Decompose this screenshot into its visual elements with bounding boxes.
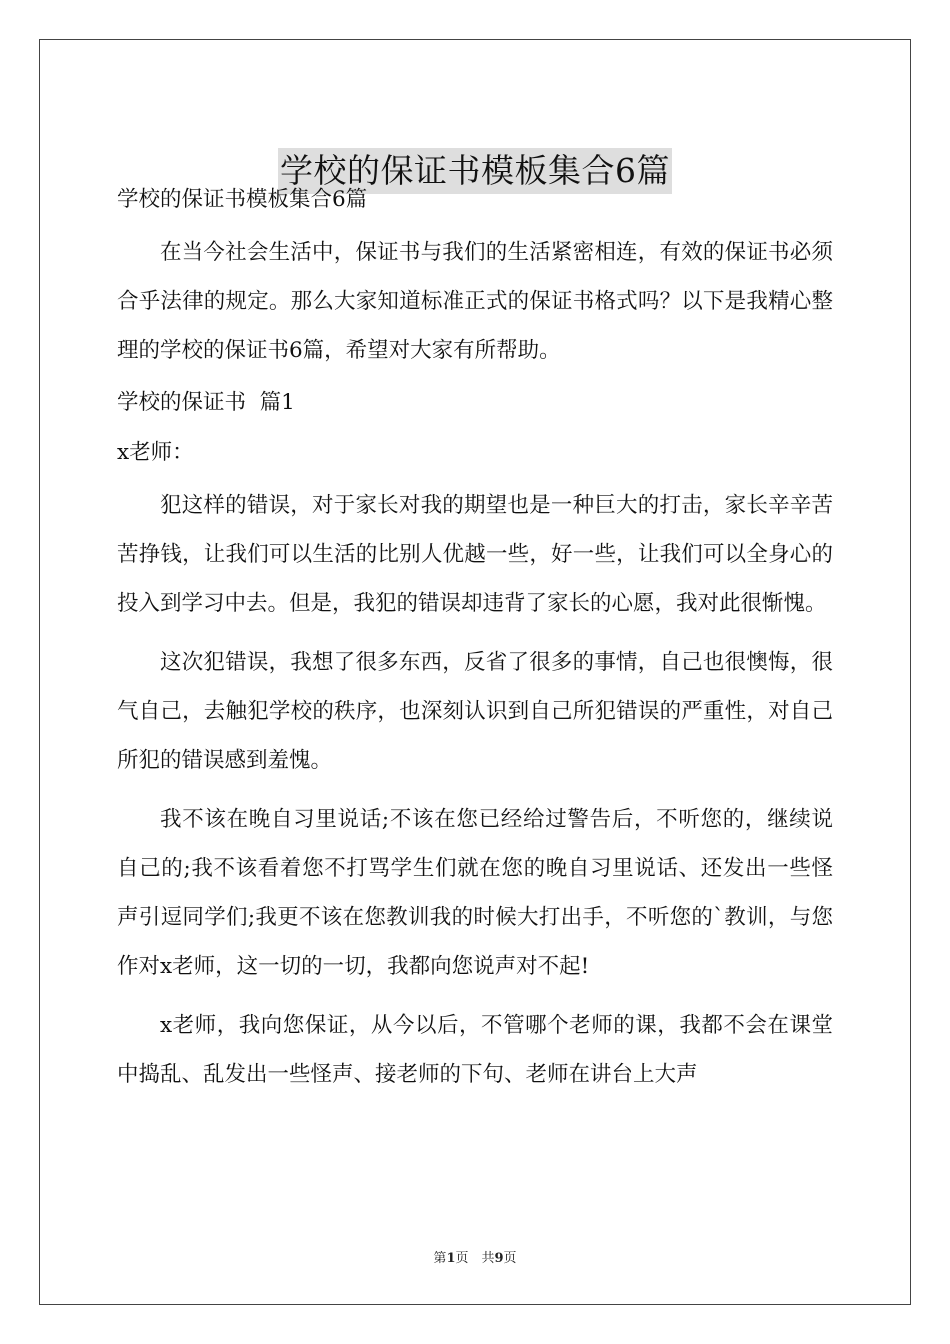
- body-paragraph-1: 犯这样的错误，对于家长对我的期望也是一种巨大的打击，家长辛辛苦苦挣钱，让我们可以生活的比别人优越一些，好一些，让我们可以全身心的投入到学习中去。但是，我犯的错误却违背了家长的心愿，我对此很惭愧。: [117, 493, 833, 616]
- page-suffix: 页: [503, 1251, 517, 1266]
- spacer: [117, 991, 833, 1001]
- page-current: 1: [446, 1251, 456, 1266]
- section-heading: 学校的保证书 篇1: [117, 390, 295, 415]
- body-paragraph-3: 我不该在晚自习里说话;不该在您已经给过警告后，不听您的，继续说自己的;我不该看着您不打骂学生们就在您的晚自习里说话、还发出一些怪声引逗同学们;我更不该在您教训我的时候大打出手，不听您的`教训，与您作对x老师，这一切的一切，我都向您说声对不起!: [117, 807, 833, 979]
- document-body: [117, 178, 833, 1099]
- salutation: x老师：: [117, 440, 194, 465]
- intro-paragraph: 在当今社会生活中，保证书与我们的生活紧密相连，有效的保证书必须合乎法律的规定。那么大家知道标准正式的保证书格式吗？以下是我精心整理的学校的保证书6篇，希望对大家有所帮助。: [117, 240, 833, 363]
- page-mid: 页 共: [455, 1251, 495, 1266]
- spacer: [117, 628, 833, 638]
- document-title: 学校的保证书模板集合6篇: [278, 148, 672, 194]
- spacer: [117, 785, 833, 795]
- body-paragraph-2: 这次犯错误，我想了很多东西，反省了很多的事情，自己也很懊悔，很气自己，去触犯学校的秩序，也深刻认识到自己所犯错误的严重性，对自己所犯的错误感到羞愧。: [117, 650, 833, 773]
- page-footer: [0, 1247, 950, 1266]
- body-paragraph-4: x老师，我向您保证，从今以后，不管哪个老师的课，我都不会在课堂中捣乱、乱发出一些怪声、接老师的下句、老师在讲台上大声: [117, 1013, 833, 1087]
- page-total: 9: [494, 1251, 504, 1266]
- document-subtitle: 学校的保证书模板集合6篇: [117, 187, 368, 212]
- page-prefix: 第: [433, 1251, 447, 1266]
